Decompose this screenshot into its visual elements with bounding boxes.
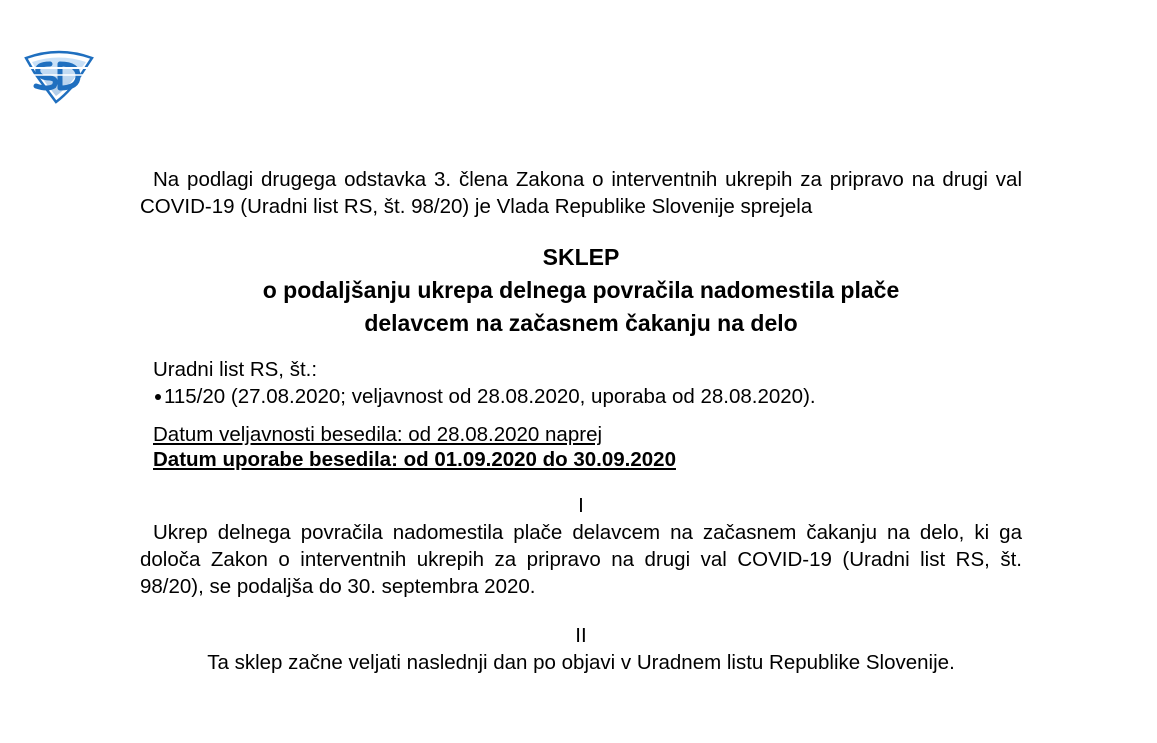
document-title [140,241,1022,340]
application-date-line: Datum uporabe besedila: od 01.09.2020 do 30.09.2020 [153,448,676,471]
preamble-paragraph: Na podlagi drugega odstavka 3. člena Zakona o interventnih ukrepih za pripravo na drugi val COVID-19 (Uradni list RS, št. 98/20) je Vlada Republike Slovenije sprejela [140,168,1022,218]
title-line-2: o podaljšanju ukrepa delnega povračila nadomestila plače [262,277,900,303]
publication-entry [153,383,1022,410]
sd-shield-logo-icon [22,48,96,104]
bullet-icon [155,394,161,400]
section-text-2: Ta sklep začne veljati naslednji dan po objavi v Uradnem listu Republike Slovenije. [207,651,955,674]
section-number-2: II [575,624,587,647]
publication-entry-text: 115/20 (27.08.2020; veljavnost od 28.08.2020, uporaba od 28.08.2020). [164,385,816,408]
validity-dates [140,422,1022,472]
validity-date-line: Datum veljavnosti besedila: od 28.08.2020 naprej [153,423,603,446]
publication-label: Uradni list RS, št.: [153,358,318,381]
title-line-3: delavcem na začasnem čakanju na delo [364,310,798,336]
publication-info [140,356,1022,410]
section-number-1: I [578,494,584,517]
title-line-1: SKLEP [542,244,620,270]
document-body [140,166,1022,676]
section-text-1: Ukrep delnega povračila nadomestila plače delavcem na začasnem čakanju na delo, ki ga določa Zakon o interventnih ukrepih za pripravo na drugi val COVID-19 (Uradni list RS, št. 98/20), se podaljša do 30. septembra 2020. [140,521,1022,598]
